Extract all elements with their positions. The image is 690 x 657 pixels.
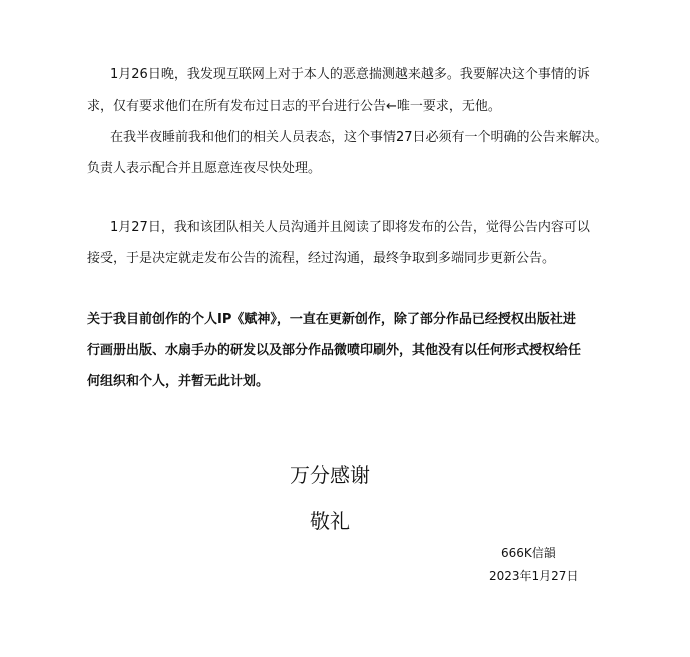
paragraph-2-line-1: 在我半夜睡前我和他们的相关人员表态，这个事情27日必须有一个明确的公告来解决。 xyxy=(110,130,608,145)
paragraph-4-line-2: 行画册出版、水扇手办的研发以及部分作品微喷印刷外，其他没有以任何形式授权给任 xyxy=(87,343,582,358)
paragraph-1-line-1: 1月26日晚，我发现互联网上对于本人的恶意揣测越来越多。我要解决这个事情的诉 xyxy=(110,67,590,82)
paragraph-4-line-1: 关于我目前创作的个人IP《赋神》，一直在更新创作，除了部分作品已经授权出版社进 xyxy=(87,312,576,327)
paragraph-1-line-2: 求，仅有要求他们在所有发布过日志的平台进行公告←唯一要求，无他。 xyxy=(87,99,501,114)
signature-date: 2023年1月27日 xyxy=(489,569,579,583)
closing-regards: 敬礼 xyxy=(310,509,350,533)
paragraph-4-line-3: 何组织和个人，并暂无此计划。 xyxy=(87,374,270,389)
signature-name: 666K信韻 xyxy=(501,546,556,560)
paragraph-3-line-2: 接受，于是决定就走发布公告的流程，经过沟通，最终争取到多端同步更新公告。 xyxy=(87,251,556,266)
paragraph-2-line-2: 负责人表示配合并且愿意连夜尽快处理。 xyxy=(87,161,322,176)
closing-thanks: 万分感谢 xyxy=(290,463,370,487)
paragraph-3-line-1: 1月27日，我和该团队相关人员沟通并且阅读了即将发布的公告，觉得公告内容可以 xyxy=(110,220,590,235)
